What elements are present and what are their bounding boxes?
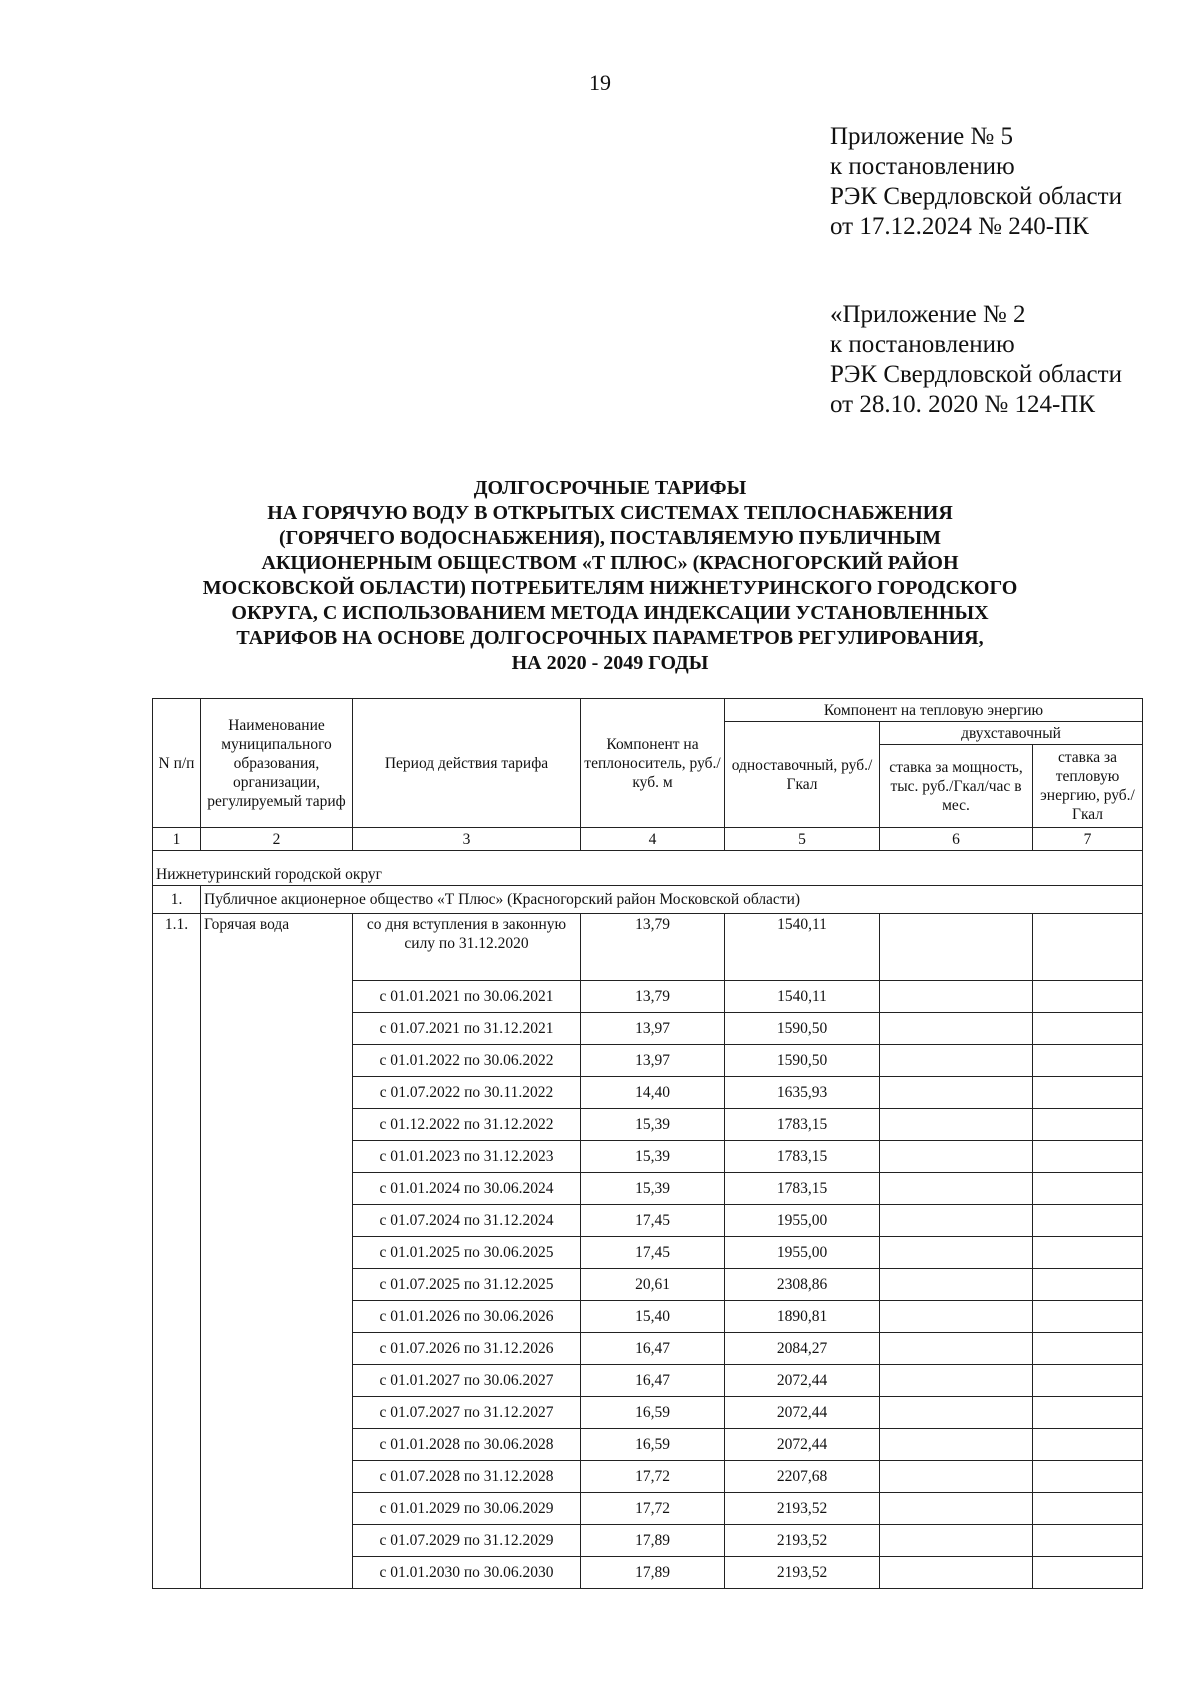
period-cell: с 01.07.2021 по 31.12.2021 — [353, 1013, 581, 1045]
energy-rate-cell — [1033, 1365, 1143, 1397]
capacity-rate-cell — [880, 1301, 1033, 1333]
capacity-rate-cell — [880, 1365, 1033, 1397]
period-cell: с 01.01.2027 по 30.06.2027 — [353, 1365, 581, 1397]
carrier-cell: 13,79 — [581, 981, 725, 1013]
header-two-rate: двухставочный — [880, 722, 1143, 745]
appendix-current-heading — [830, 122, 1122, 242]
single-rate-cell: 2207,68 — [725, 1461, 880, 1493]
period-cell: с 01.01.2026 по 30.06.2026 — [353, 1301, 581, 1333]
energy-rate-cell — [1033, 1525, 1143, 1557]
carrier-cell: 15,39 — [581, 1141, 725, 1173]
period-cell: с 01.07.2028 по 31.12.2028 — [353, 1461, 581, 1493]
energy-rate-cell — [1033, 1333, 1143, 1365]
period-cell: с 01.01.2028 по 30.06.2028 — [353, 1429, 581, 1461]
capacity-rate-cell — [880, 1493, 1033, 1525]
capacity-rate-cell — [880, 1141, 1033, 1173]
carrier-cell: 17,89 — [581, 1525, 725, 1557]
carrier-cell: 20,61 — [581, 1269, 725, 1301]
appendix-line: от 28.10. 2020 № 124-ПК — [830, 391, 1096, 418]
item-number: 1.1. — [153, 914, 201, 1589]
single-rate-cell: 1783,15 — [725, 1141, 880, 1173]
energy-rate-cell — [1033, 1429, 1143, 1461]
capacity-rate-cell — [880, 914, 1033, 981]
document-title — [130, 476, 1090, 676]
carrier-cell: 17,72 — [581, 1493, 725, 1525]
single-rate-cell: 2072,44 — [725, 1429, 880, 1461]
single-rate-cell: 2072,44 — [725, 1397, 880, 1429]
capacity-rate-cell — [880, 1397, 1033, 1429]
capacity-rate-cell — [880, 1525, 1033, 1557]
capacity-rate-cell — [880, 1205, 1033, 1237]
carrier-cell: 16,59 — [581, 1429, 725, 1461]
single-rate-cell: 2084,27 — [725, 1333, 880, 1365]
appendix-line: к постановлению — [830, 331, 1015, 358]
table-row — [153, 914, 1143, 981]
single-rate-cell: 1783,15 — [725, 1109, 880, 1141]
page-number: 19 — [589, 70, 611, 95]
carrier-cell: 15,39 — [581, 1109, 725, 1141]
period-cell: со дня вступления в законную силу по 31.12.2020 — [353, 914, 581, 981]
single-rate-cell: 1590,50 — [725, 1013, 880, 1045]
energy-rate-cell — [1033, 981, 1143, 1013]
single-rate-cell: 1540,11 — [725, 914, 880, 981]
energy-rate-cell — [1033, 1237, 1143, 1269]
capacity-rate-cell — [880, 1077, 1033, 1109]
single-rate-cell: 1955,00 — [725, 1237, 880, 1269]
period-cell: с 01.07.2024 по 31.12.2024 — [353, 1205, 581, 1237]
single-rate-cell: 2193,52 — [725, 1557, 880, 1589]
energy-rate-cell — [1033, 1045, 1143, 1077]
title-line: НА 2020 - 2049 ГОДЫ — [511, 652, 709, 674]
energy-rate-cell — [1033, 1269, 1143, 1301]
carrier-cell: 15,40 — [581, 1301, 725, 1333]
energy-rate-cell — [1033, 1397, 1143, 1429]
column-number: 4 — [581, 828, 725, 851]
organization-number: 1. — [153, 886, 201, 914]
column-number-row — [153, 828, 1143, 851]
energy-rate-cell — [1033, 1013, 1143, 1045]
column-number: 5 — [725, 828, 880, 851]
column-number: 7 — [1033, 828, 1143, 851]
capacity-rate-cell — [880, 1269, 1033, 1301]
single-rate-cell: 1635,93 — [725, 1077, 880, 1109]
single-rate-cell: 1783,15 — [725, 1173, 880, 1205]
energy-rate-cell — [1033, 1173, 1143, 1205]
carrier-cell: 17,89 — [581, 1557, 725, 1589]
title-line: (ГОРЯЧЕГО ВОДОСНАБЖЕНИЯ), ПОСТАВЛЯЕМУЮ ПУБЛИЧНЫМ — [279, 527, 941, 549]
carrier-cell: 16,47 — [581, 1365, 725, 1397]
period-cell: с 01.01.2022 по 30.06.2022 — [353, 1045, 581, 1077]
period-cell: с 01.07.2027 по 31.12.2027 — [353, 1397, 581, 1429]
single-rate-cell: 1955,00 — [725, 1205, 880, 1237]
energy-rate-cell — [1033, 1557, 1143, 1589]
header-num: N п/п — [153, 699, 201, 828]
period-cell: с 01.01.2030 по 30.06.2030 — [353, 1557, 581, 1589]
appendix-line: «Приложение № 2 — [830, 301, 1026, 328]
header-name: Наименование муниципального образования, организации, регулируемый тариф — [201, 699, 353, 828]
single-rate-cell: 1890,81 — [725, 1301, 880, 1333]
period-cell: с 01.01.2029 по 30.06.2029 — [353, 1493, 581, 1525]
capacity-rate-cell — [880, 981, 1033, 1013]
carrier-cell: 16,47 — [581, 1333, 725, 1365]
energy-rate-cell — [1033, 1077, 1143, 1109]
period-cell: с 01.12.2022 по 31.12.2022 — [353, 1109, 581, 1141]
title-line: ОКРУГА, С ИСПОЛЬЗОВАНИЕМ МЕТОДА ИНДЕКСАЦИИ УСТАНОВЛЕННЫХ — [231, 602, 989, 624]
single-rate-cell: 2072,44 — [725, 1365, 880, 1397]
column-number: 1 — [153, 828, 201, 851]
carrier-cell: 14,40 — [581, 1077, 725, 1109]
header-energy-rate: ставка за тепловую энергию, руб./Гкал — [1033, 745, 1143, 828]
capacity-rate-cell — [880, 1237, 1033, 1269]
period-cell: с 01.01.2023 по 31.12.2023 — [353, 1141, 581, 1173]
capacity-rate-cell — [880, 1045, 1033, 1077]
header-carrier: Компонент на теплоноситель, руб./куб. м — [581, 699, 725, 828]
period-cell: с 01.01.2021 по 30.06.2021 — [353, 981, 581, 1013]
single-rate-cell: 2193,52 — [725, 1493, 880, 1525]
appendix-amended-heading — [830, 300, 1122, 420]
capacity-rate-cell — [880, 1013, 1033, 1045]
energy-rate-cell — [1033, 1109, 1143, 1141]
appendix-line: РЭК Свердловской области — [830, 361, 1122, 388]
single-rate-cell: 1540,11 — [725, 981, 880, 1013]
energy-rate-cell — [1033, 1141, 1143, 1173]
capacity-rate-cell — [880, 1461, 1033, 1493]
carrier-cell: 17,45 — [581, 1237, 725, 1269]
period-cell: с 01.01.2025 по 30.06.2025 — [353, 1237, 581, 1269]
carrier-cell: 15,39 — [581, 1173, 725, 1205]
title-line: МОСКОВСКОЙ ОБЛАСТИ) ПОТРЕБИТЕЛЯМ НИЖНЕТУРИНСКОГО ГОРОДСКОГО — [202, 577, 1018, 599]
header-single-rate: одноставочный, руб./Гкал — [725, 722, 880, 828]
header-energy-group: Компонент на тепловую энергию — [725, 699, 1143, 722]
column-number: 6 — [880, 828, 1033, 851]
header-period: Период действия тарифа — [353, 699, 581, 828]
municipality-name: Нижнетуринский городской округ — [153, 851, 1143, 886]
appendix-line: к постановлению — [830, 153, 1015, 180]
capacity-rate-cell — [880, 1109, 1033, 1141]
carrier-cell: 17,45 — [581, 1205, 725, 1237]
period-cell: с 01.07.2022 по 30.11.2022 — [353, 1077, 581, 1109]
column-number: 3 — [353, 828, 581, 851]
appendix-line: от 17.12.2024 № 240-ПК — [830, 213, 1089, 240]
energy-rate-cell — [1033, 1301, 1143, 1333]
single-rate-cell: 2193,52 — [725, 1525, 880, 1557]
capacity-rate-cell — [880, 1429, 1033, 1461]
period-cell: с 01.07.2025 по 31.12.2025 — [353, 1269, 581, 1301]
single-rate-cell: 1590,50 — [725, 1045, 880, 1077]
tariff-table — [152, 698, 1143, 1589]
column-number: 2 — [201, 828, 353, 851]
title-line: АКЦИОНЕРНЫМ ОБЩЕСТВОМ «Т ПЛЮС» (КРАСНОГОРСКИЙ РАЙОН — [261, 552, 959, 574]
carrier-cell: 13,97 — [581, 1013, 725, 1045]
title-line: НА ГОРЯЧУЮ ВОДУ В ОТКРЫТЫХ СИСТЕМАХ ТЕПЛОСНАБЖЕНИЯ — [267, 502, 953, 524]
carrier-cell: 16,59 — [581, 1397, 725, 1429]
title-line: ТАРИФОВ НА ОСНОВЕ ДОЛГОСРОЧНЫХ ПАРАМЕТРОВ РЕГУЛИРОВАНИЯ, — [236, 627, 984, 649]
energy-rate-cell — [1033, 1205, 1143, 1237]
carrier-cell: 17,72 — [581, 1461, 725, 1493]
capacity-rate-cell — [880, 1173, 1033, 1205]
carrier-cell: 13,79 — [581, 914, 725, 981]
period-cell: с 01.07.2029 по 31.12.2029 — [353, 1525, 581, 1557]
appendix-line: РЭК Свердловской области — [830, 183, 1122, 210]
capacity-rate-cell — [880, 1333, 1033, 1365]
item-name: Горячая вода — [201, 914, 353, 1589]
capacity-rate-cell — [880, 1557, 1033, 1589]
title-line: ДОЛГОСРОЧНЫЕ ТАРИФЫ — [473, 477, 747, 499]
carrier-cell: 13,97 — [581, 1045, 725, 1077]
header-capacity-rate: ставка за мощность, тыс. руб./Гкал/час в мес. — [880, 745, 1033, 828]
period-cell: с 01.01.2024 по 30.06.2024 — [353, 1173, 581, 1205]
appendix-line: Приложение № 5 — [830, 123, 1014, 150]
energy-rate-cell — [1033, 914, 1143, 981]
period-cell: с 01.07.2026 по 31.12.2026 — [353, 1333, 581, 1365]
energy-rate-cell — [1033, 1461, 1143, 1493]
energy-rate-cell — [1033, 1493, 1143, 1525]
organization-row — [153, 886, 1143, 914]
header-row — [153, 699, 1143, 722]
single-rate-cell: 2308,86 — [725, 1269, 880, 1301]
municipality-row — [153, 851, 1143, 886]
organization-name: Публичное акционерное общество «Т Плюс» (Красногорский район Московской области) — [201, 886, 1143, 914]
